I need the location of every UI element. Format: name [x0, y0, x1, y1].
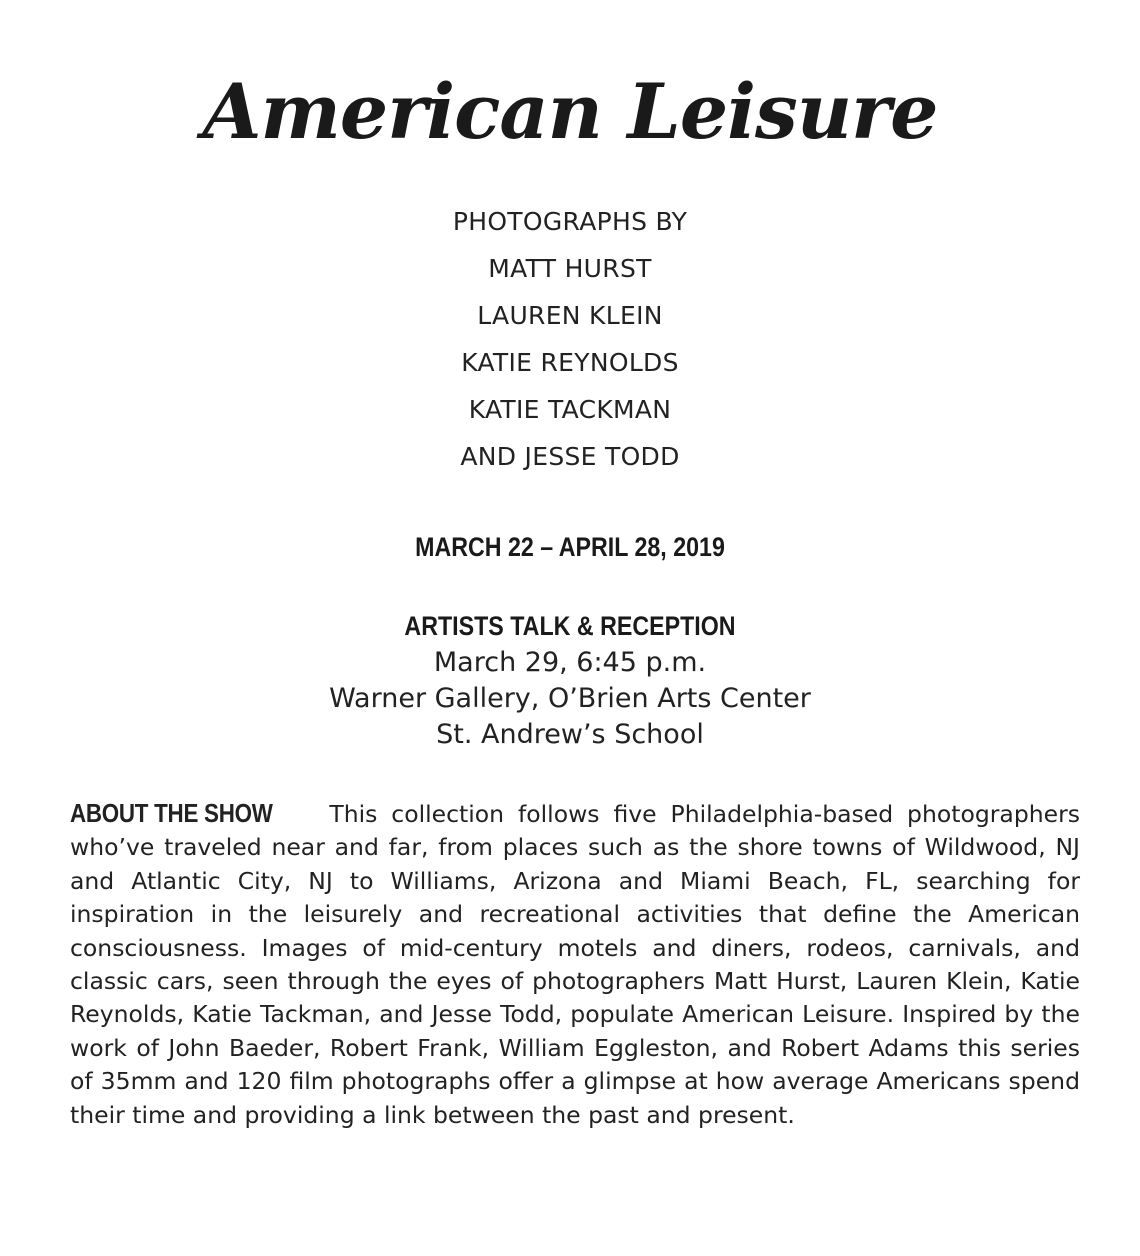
- photographer-name: MATT HURST: [488, 254, 652, 283]
- event-venue: Warner Gallery, O’Brien Arts Center: [329, 683, 811, 714]
- page-title: American Leisure: [202, 67, 938, 156]
- photographer-name: LAUREN KLEIN: [477, 301, 663, 330]
- about-the-show: [70, 797, 1080, 1132]
- credits-heading: PHOTOGRAPHS BY: [452, 207, 688, 236]
- photographer-name: KATIE TACKMAN: [468, 395, 672, 424]
- exhibition-dates: MARCH 22 – APRIL 28, 2019: [415, 532, 725, 562]
- about-body: This collection follows five Philadelphia-based photographers who’ve traveled near and far, from places such as the shore towns of Wildwood, NJ and Atlantic City, NJ to Williams, Arizona and Miami Beach, FL, searching for inspiration in the leisurely and recreational activities that define the American consciousness. Images of mid-century motels and diners, rodeos, carnivals, and classic cars, seen through the eyes of photographers Matt Hurst, Lauren Klein, Katie Reynolds, Katie Tackman, and Jesse Todd, populate American Leisure. Inspired by the work of John Baeder, Robert Frank, William Eggleston, and Robert Adams this series of 35mm and 120 film photographs offer a glimpse at how average Americans spend their time and providing a link between the past and present.: [70, 800, 1080, 1129]
- event-heading: ARTISTS TALK & RECEPTION: [404, 611, 736, 641]
- photographer-credits: [0, 198, 1140, 480]
- event-details: [0, 645, 1140, 753]
- photographer-name: KATIE REYNOLDS: [461, 348, 679, 377]
- event-datetime: March 29, 6:45 p.m.: [433, 647, 707, 678]
- photographer-name: AND JESSE TODD: [460, 442, 680, 471]
- about-heading: ABOUT THE SHOW: [70, 798, 273, 828]
- event-school: St. Andrew’s School: [436, 719, 704, 750]
